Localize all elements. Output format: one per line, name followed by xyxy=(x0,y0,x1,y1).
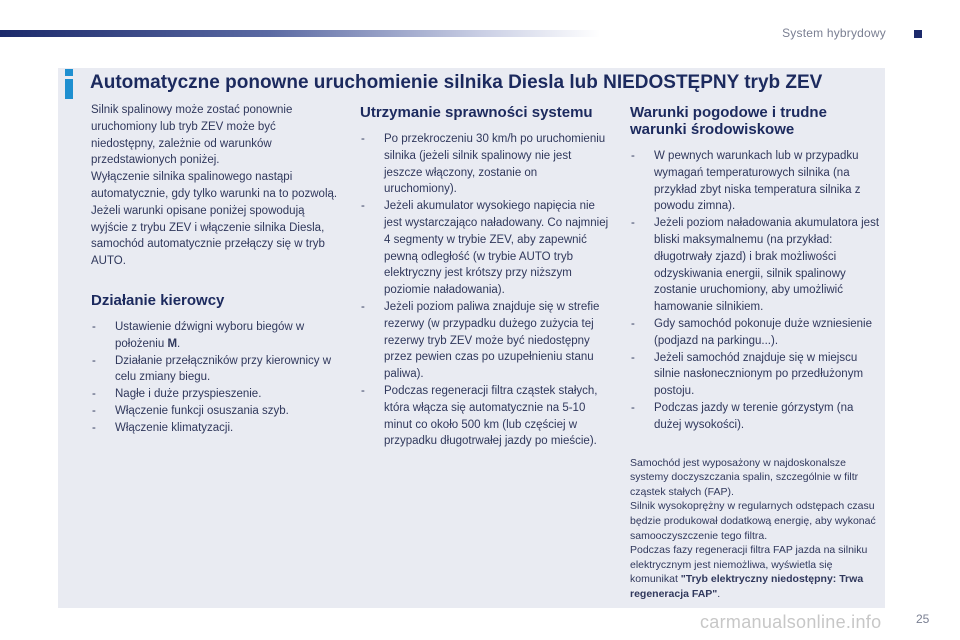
driver-action-list xyxy=(91,319,341,437)
info-icon xyxy=(62,69,76,99)
watermark: carmanualsonline.info xyxy=(700,612,882,632)
intro-paragraph: Wyłączenie silnika spalinowego nastąpi automatycznie, gdy tylko warunki na to pozwolą. xyxy=(91,171,338,200)
system-maintenance-list xyxy=(360,131,610,450)
intro-paragraph: Jeżeli warunki opisane poniżej spowodują wyjście z trybu ZEV i włączenie silnika Diesla, samochód automatycznie przełączy się w tryb AUTO. xyxy=(91,204,325,268)
system-maintenance-heading: Utrzymanie sprawności systemu xyxy=(360,104,593,121)
section-title: System hybrydowy xyxy=(782,26,886,40)
list-item: - Podczas regeneracji filtra cząstek stałych, która włącza się automatycznie na 5-10 minut co około 500 km (lub częściej w przypadku długotrwałej jazdy po mieście). xyxy=(360,383,610,450)
note-line: Podczas fazy regeneracji filtra FAP jazda na silniku elektrycznym jest niemożliwa, wyświetla się komunikat "Tryb elektryczny niedostępny: Trwa regeneracja FAP". xyxy=(630,544,868,600)
list-item: - Jeżeli poziom paliwa znajduje się w strefie rezerwy (w przypadku dużego zużycia tej rezerwy tryb ZEV może być niedostępny przez pewien czas po uzupełnieniu stanu paliwa). xyxy=(360,299,610,383)
intro-paragraph: Silnik spalinowy może zostać ponownie uruchomiony lub tryb ZEV może być niedostępny, zależnie od warunków przedstawionych poniżej. xyxy=(91,104,293,167)
list-item: - Podczas jazdy w terenie górzystym (na dużej wysokości). xyxy=(630,400,880,434)
list-item: - Po przekroczeniu 30 km/h po uruchomieniu silnika (jeżeli silnik spalinowy nie jest jeszcze włączony, zostanie on uruchomiony). xyxy=(360,131,610,198)
list-item: - Ustawienie dźwigni wyboru biegów w położeniu M. xyxy=(91,319,341,353)
list-item: - Włączenie funkcji osuszania szyb. xyxy=(91,403,341,420)
list-item: - Gdy samochód pokonuje duże wzniesienie (podjazd na parkingu...). xyxy=(630,316,880,350)
list-item: - Włączenie klimatyzacji. xyxy=(91,420,341,437)
column-middle xyxy=(360,104,610,450)
fap-message: "Tryb elektryczny niedostępny: Trwa regeneracja FAP" xyxy=(630,573,864,600)
list-item: - Działanie przełączników przy kierownicy w celu zmiany biegu. xyxy=(91,353,341,387)
page-title: Automatyczne ponowne uruchomienie silnika Diesla lub NIEDOSTĘPNY tryb ZEV xyxy=(90,72,823,93)
note-line: Silnik wysokoprężny w regularnych odstępach czasu będzie produkował dodatkową energię, aby wykonać samooczyszczenie tego filtra. xyxy=(630,500,876,542)
fap-note xyxy=(630,456,880,602)
weather-conditions-heading: Warunki pogodowe i trudne warunki środowiskowe xyxy=(630,104,827,138)
list-item: - Jeżeli samochód znajduje się w miejscu silnie nasłonecznionym po przedłużonym postoju. xyxy=(630,350,880,400)
column-right xyxy=(630,104,880,601)
page-number: 25 xyxy=(916,612,930,626)
column-left xyxy=(91,102,341,437)
list-item: - Nagłe i duże przyspieszenie. xyxy=(91,386,341,403)
header-gradient-bar xyxy=(0,30,600,37)
driver-action-heading: Działanie kierowcy xyxy=(91,291,225,309)
note-line: Samochód jest wyposażony w najdoskonalsze systemy doczyszczania spalin, szczególnie w filtr cząstek stałych (FAP). xyxy=(630,456,859,498)
list-item: - W pewnych warunkach lub w przypadku wymagań temperaturowych silnika (na przykład zbyt niska temperatura silnika z powodu zimna). xyxy=(630,148,880,215)
list-item: - Jeżeli poziom naładowania akumulatora jest bliski maksymalnemu (na przykład: długotrwały zjazd) i brak możliwości odzyskiwania energii, silnik spalinowy zostanie uruchomiony, aby umożliwić hamowanie silnikiem. xyxy=(630,215,880,316)
list-item: - Jeżeli akumulator wysokiego napięcia nie jest wystarczająco naładowany. Co najmniej 4 segmenty w trybie ZEV, aby zapewnić pewną odległość (w trybie AUTO tryb elektryczny jest krótszy przy niższym poziomie naładowania). xyxy=(360,198,610,299)
weather-conditions-list xyxy=(630,148,880,434)
header-square-marker xyxy=(914,30,922,38)
